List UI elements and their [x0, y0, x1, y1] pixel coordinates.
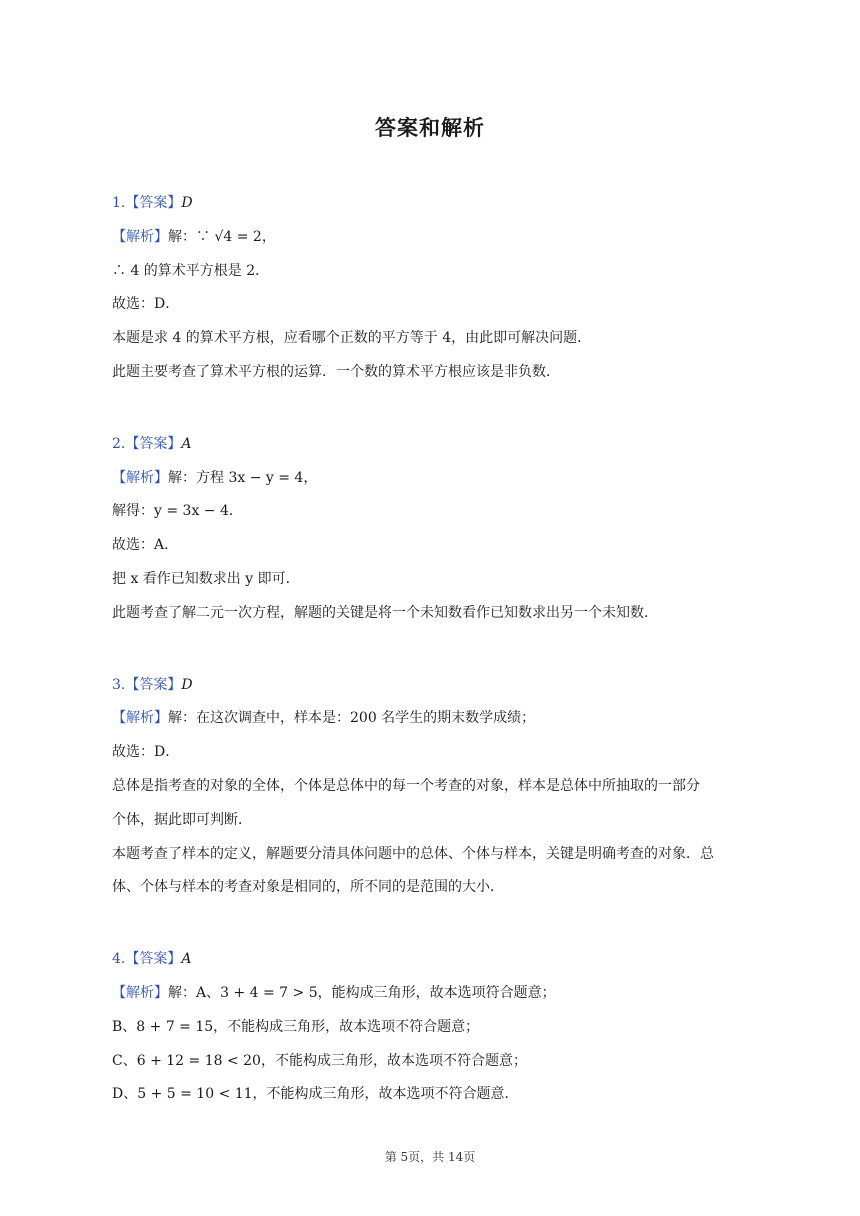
question-3 — [112, 669, 752, 906]
answer-tag: 【答案】 — [125, 676, 182, 693]
question-number: 1. — [112, 195, 126, 211]
answer-line — [112, 669, 752, 703]
analysis-tag: 【解析】 — [112, 469, 168, 486]
answers-list — [112, 187, 752, 1150]
answer-tag: 【答案】 — [125, 195, 182, 211]
answer-line — [112, 187, 752, 221]
question-2 — [112, 428, 752, 631]
analysis-line: 故选：D． — [112, 296, 180, 313]
analysis-line: 体、个体与样本的考查对象是相同的，所不同的是范围的大小． — [112, 879, 504, 896]
page-footer: 第 5页，共 14页 — [384, 1150, 476, 1164]
analysis-tag: 【解析】 — [112, 228, 168, 245]
page-title: 答案和解析 — [375, 116, 485, 140]
question-number: 3. — [112, 676, 126, 693]
analysis-line — [112, 702, 752, 736]
analysis-line: 此题考查了解二元一次方程，解题的关键是将一个未知数看作已知数求出另一个未知数． — [112, 604, 658, 621]
analysis-line — [112, 221, 752, 255]
analysis-tag: 【解析】 — [112, 710, 168, 727]
analysis-line: ∴ 4 的算术平方根是 2． — [112, 262, 270, 279]
question-4 — [112, 943, 752, 1112]
analysis-text: 解：方程 3x − y = 4， — [168, 469, 318, 486]
analysis-line: 解得：y = 3x − 4． — [112, 503, 243, 520]
analysis-text: 解：A、3 + 4 = 7 > 5，能构成三角形，故本选项符合题意； — [168, 984, 556, 1001]
question-number: 2. — [112, 435, 126, 452]
answer-line — [112, 943, 752, 977]
answer-value: D — [181, 676, 193, 693]
analysis-line — [112, 462, 752, 496]
analysis-text: 解：在这次调查中，样本是：200 名学生的期末数学成绩； — [168, 710, 536, 727]
answer-value: D — [181, 195, 193, 211]
answer-tag: 【答案】 — [125, 435, 182, 452]
answer-line — [112, 428, 752, 462]
answer-value: A — [181, 435, 192, 452]
analysis-line: 此题主要考查了算术平方根的运算．一个数的算术平方根应该是非负数． — [112, 363, 560, 380]
analysis-line: 个体，据此即可判断． — [112, 811, 252, 828]
analysis-line: 把 x 看作已知数求出 y 即可． — [112, 570, 300, 587]
question-number: 4. — [112, 951, 126, 968]
analysis-line: 故选：D． — [112, 744, 180, 761]
analysis-line: B、8 + 7 = 15，不能构成三角形，故本选项不符合题意； — [112, 1018, 480, 1035]
analysis-line: 总体是指考查的对象的全体，个体是总体中的每一个考查的对象，样本是总体中所抽取的一部分 — [112, 777, 700, 794]
answer-tag: 【答案】 — [125, 951, 182, 968]
analysis-line: 故选：A． — [112, 537, 179, 554]
analysis-line: 本题是求 4 的算术平方根，应看哪个正数的平方等于 4，由此即可解决问题． — [112, 330, 592, 347]
analysis-line: D、5 + 5 = 10 < 11，不能构成三角形，故本选项不符合题意． — [112, 1086, 519, 1103]
analysis-line: 本题考查了样本的定义，解题要分清具体问题中的总体、个体与样本，关键是明确考查的对象．总 — [112, 845, 714, 862]
analysis-text: 解：∵ √4 = 2， — [168, 228, 276, 245]
question-1 — [112, 187, 752, 390]
analysis-line — [112, 977, 752, 1011]
analysis-line: C、6 + 12 = 18 < 20，不能构成三角形，故本选项不符合题意； — [112, 1052, 527, 1069]
answer-value: A — [181, 951, 192, 968]
analysis-tag: 【解析】 — [112, 984, 168, 1001]
